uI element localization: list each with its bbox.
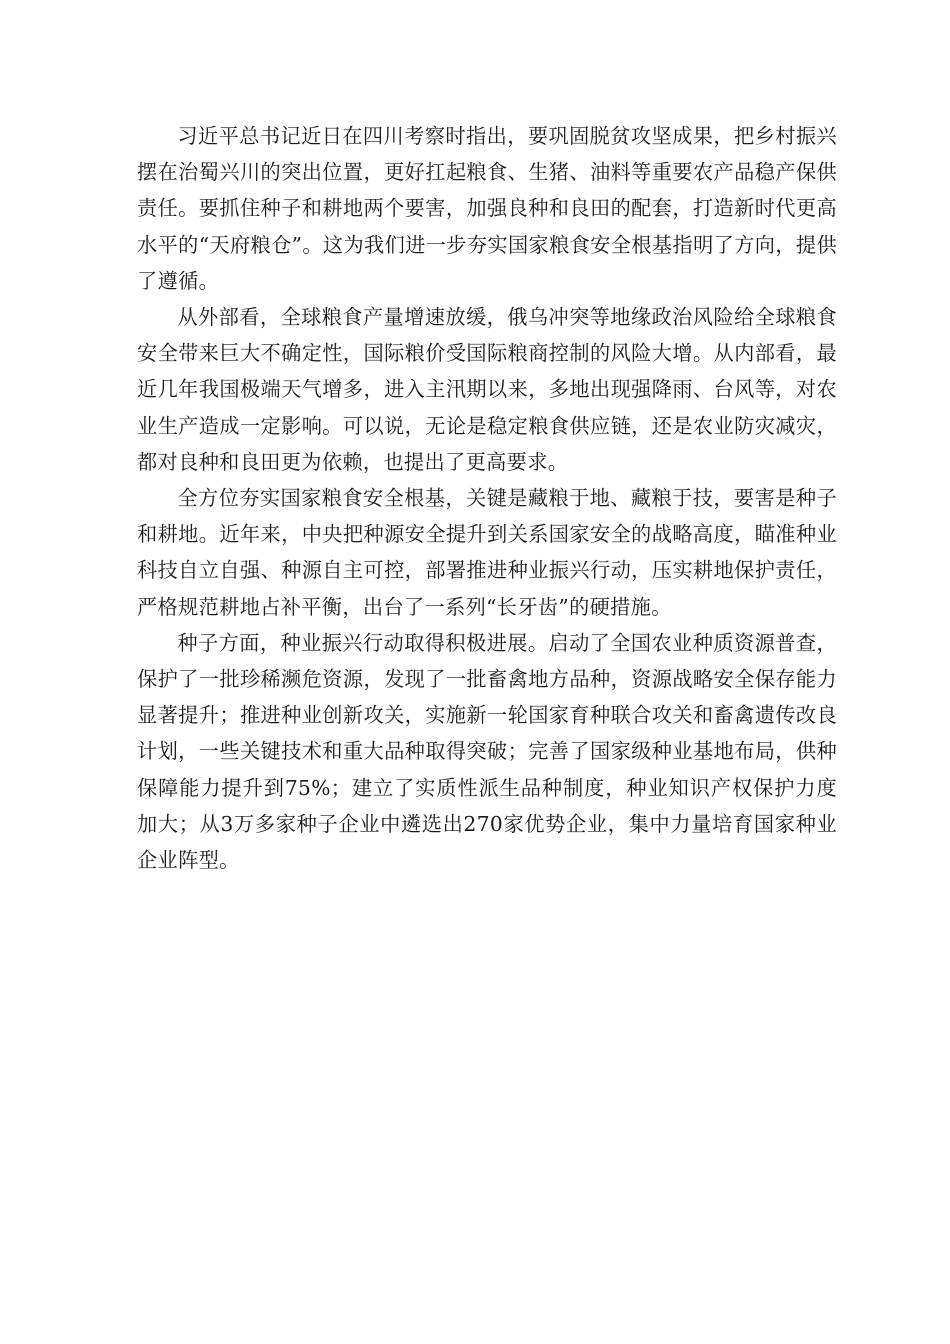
paragraph-3: 全方位夯实国家粮食安全根基，关键是藏粮于地、藏粮于技，要害是种子和耕地。近年来，中央把种源安全提升到关系国家安全的战略高度，瞄准种业科技自立自强、种源自主可控，部署推进种业振兴行动，压实耕地保护责任，严格规范耕地占补平衡，出台了一系列“长牙齿”的硬措施。 [137,486,837,619]
paragraph-1: 习近平总书记近日在四川考察时指出，要巩固脱贫攻坚成果，把乡村振兴摆在治蜀兴川的突出位置，更好扛起粮食、生猪、油料等重要农产品稳产保供责任。要抓住种子和耕地两个要害，加强良种和良田的配套，打造新时代更高水平的“天府粮仓”。这为我们进一步夯实国家粮食安全根基指明了方向，提供了遵循。 [137,124,837,293]
paragraph-2: 从外部看，全球粮食产量增速放缓，俄乌冲突等地缘政治风险给全球粮食安全带来巨大不确定性，国际粮价受国际粮商控制的风险大增。从内部看，最近几年我国极端天气增多，进入主汛期以来，多地出现强降雨、台风等，对农业生产造成一定影响。可以说，无论是稳定粮食供应链，还是农业防灾减灾，都对良种和良田更为依赖，也提出了更高要求。 [137,305,837,474]
article-body [137,118,837,878]
paragraph-4: 种子方面，种业振兴行动取得积极进展。启动了全国农业种质资源普查，保护了一批珍稀濒危资源，发现了一批畜禽地方品种，资源战略安全保存能力显著提升；推进种业创新攻关，实施新一轮国家育种联合攻关和畜禽遗传改良计划，一些关键技术和重大品种取得突破；完善了国家级种业基地布局，供种保障能力提升到75%；建立了实质性派生品种制度，种业知识产权保护力度加大；从3万多家种子企业中遴选出270家优势企业，集中力量培育国家种业企业阵型。 [137,630,837,873]
